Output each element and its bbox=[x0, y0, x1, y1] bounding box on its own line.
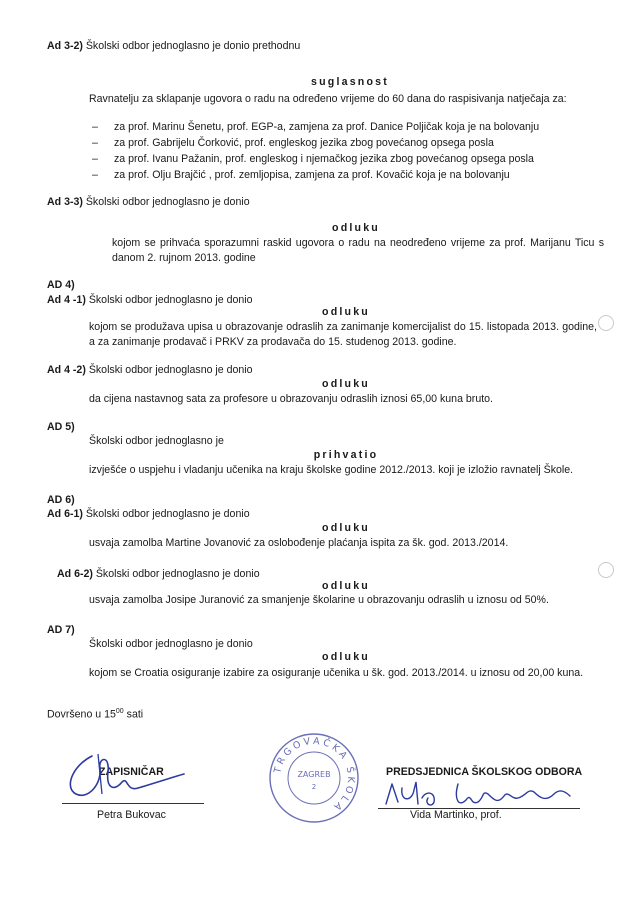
decision-keyword: odluku bbox=[322, 306, 370, 318]
stamp-ring-text: TRGOVAČKA ŠKOLA bbox=[272, 735, 357, 814]
bullet-dash: – bbox=[92, 169, 98, 181]
section-ad6-2 bbox=[57, 568, 260, 580]
decision-keyword: odluku bbox=[322, 651, 370, 663]
decision-body: usvaja zamolba Josipe Juranović za smanjenje školarine u obrazovanju odraslih u iznosu od 50%. bbox=[89, 594, 549, 606]
list-item: za prof. Marinu Šenetu, prof. EGP-a, zamjena za prof. Danice Poljičak koja je na bolovanju bbox=[114, 121, 540, 133]
list-item: za prof. Ivanu Pažanin, prof. engleskog i njemačkog jezika zbog povećanog opsega posla bbox=[114, 153, 534, 165]
decision-body: kojom se produžava upisa u obrazovanje odraslih za zanimanje komercijalist do 15. listopada 2013. godine, a za zanimanje prodavač i PRKV za prodavača do 15. studenog 2013. godine. bbox=[89, 321, 597, 348]
section-heading: Ad 3-3) bbox=[47, 196, 83, 208]
recorder-title: ZAPISNIČAR bbox=[99, 766, 164, 778]
bullet-dash: – bbox=[92, 137, 98, 149]
decision-keyword: odluku bbox=[332, 222, 380, 234]
decision-body: izvješće o uspjehu i vladanju učenika na kraju školske godine 2012./2013. koji je izložio ravnatelj Škole. bbox=[89, 464, 574, 476]
chairperson-name: Vida Martinko, prof. bbox=[410, 809, 502, 821]
decision-keyword: odluku bbox=[322, 580, 370, 592]
stamp-number: 2 bbox=[311, 783, 317, 791]
decision-keyword: suglasnost bbox=[311, 76, 389, 88]
section-ad4-1 bbox=[47, 294, 253, 306]
section-intro: Školski odbor jednoglasno je donio bbox=[85, 196, 250, 208]
section-heading: AD 7) bbox=[47, 624, 75, 636]
punch-hole-mark bbox=[598, 315, 614, 331]
section-intro: Školski odbor jednoglasno je donio bbox=[88, 294, 253, 306]
recorder-signature bbox=[62, 748, 192, 804]
decision-body: Ravnatelju za sklapanje ugovora o radu na određeno vrijeme do 60 dana do raspisivanja natječaja za: bbox=[89, 93, 567, 105]
section-heading: AD 4) bbox=[47, 279, 75, 291]
decision-body: kojom se Croatia osiguranje izabire za osiguranje učenika u šk. god. 2013./2014. u iznosu od 20,00 kuna. bbox=[89, 667, 584, 679]
section-intro: Školski odbor jednoglasno je donio bbox=[88, 364, 253, 376]
section-heading: Ad 3-2) bbox=[47, 40, 83, 52]
section-intro: Školski odbor jednoglasno je bbox=[89, 435, 224, 447]
section-heading: AD 6) bbox=[47, 494, 75, 506]
section-intro: Školski odbor jednoglasno je donio prethodnu bbox=[85, 40, 301, 52]
signature-line bbox=[62, 803, 204, 804]
section-heading: Ad 6-2) bbox=[57, 568, 93, 580]
list-item: za prof. Olju Brajčić , prof. zemljopisa, zamjena za prof. Kovačić koja je na bolovanju bbox=[114, 169, 510, 181]
decision-body: usvaja zamolba Martine Jovanović za oslobođenje plaćanja ispita za šk. god. 2013./2014. bbox=[89, 537, 509, 549]
list-item: za prof. Gabrijelu Čorković, prof. engleskog jezika zbog povećanog opsega posla bbox=[114, 137, 494, 149]
decision-body: kojom se prihvaća sporazumni raskid ugovora o radu na neodređeno vrijeme za prof. Marijanu Ticu s danom 2. rujnom 2013. godine bbox=[112, 237, 604, 264]
section-heading: AD 5) bbox=[47, 421, 75, 433]
punch-hole-mark bbox=[598, 562, 614, 578]
section-heading: Ad 6-1) bbox=[47, 508, 83, 520]
section-ad3-2 bbox=[47, 40, 300, 52]
bullet-dash: – bbox=[92, 153, 98, 165]
section-intro: Školski odbor jednoglasno je donio bbox=[95, 568, 260, 580]
section-heading: Ad 4 -2) bbox=[47, 364, 86, 376]
recorder-name: Petra Bukovac bbox=[97, 809, 166, 821]
decision-keyword: odluku bbox=[322, 522, 370, 534]
decision-keyword: odluku bbox=[322, 378, 370, 390]
section-ad6-1 bbox=[47, 508, 250, 520]
school-stamp bbox=[268, 732, 360, 824]
section-intro: Školski odbor jednoglasno je donio bbox=[85, 508, 250, 520]
section-ad3-3 bbox=[47, 196, 250, 208]
decision-body: da cijena nastavnog sata za profesore u obrazovanju odraslih iznosi 65,00 kuna bruto. bbox=[89, 393, 494, 405]
stamp-city: ZAGREB bbox=[297, 770, 331, 779]
section-ad4-2 bbox=[47, 364, 253, 376]
section-intro: Školski odbor jednoglasno je donio bbox=[89, 638, 253, 650]
bullet-dash: – bbox=[92, 121, 98, 133]
closing-time: Dovršeno u $15^{00}$ sati bbox=[47, 708, 144, 721]
decision-keyword: prihvatio bbox=[313, 449, 379, 461]
chairperson-title: PREDSJEDNICA ŠKOLSKOG ODBORA bbox=[386, 766, 583, 778]
section-heading: Ad 4 -1) bbox=[47, 294, 86, 306]
